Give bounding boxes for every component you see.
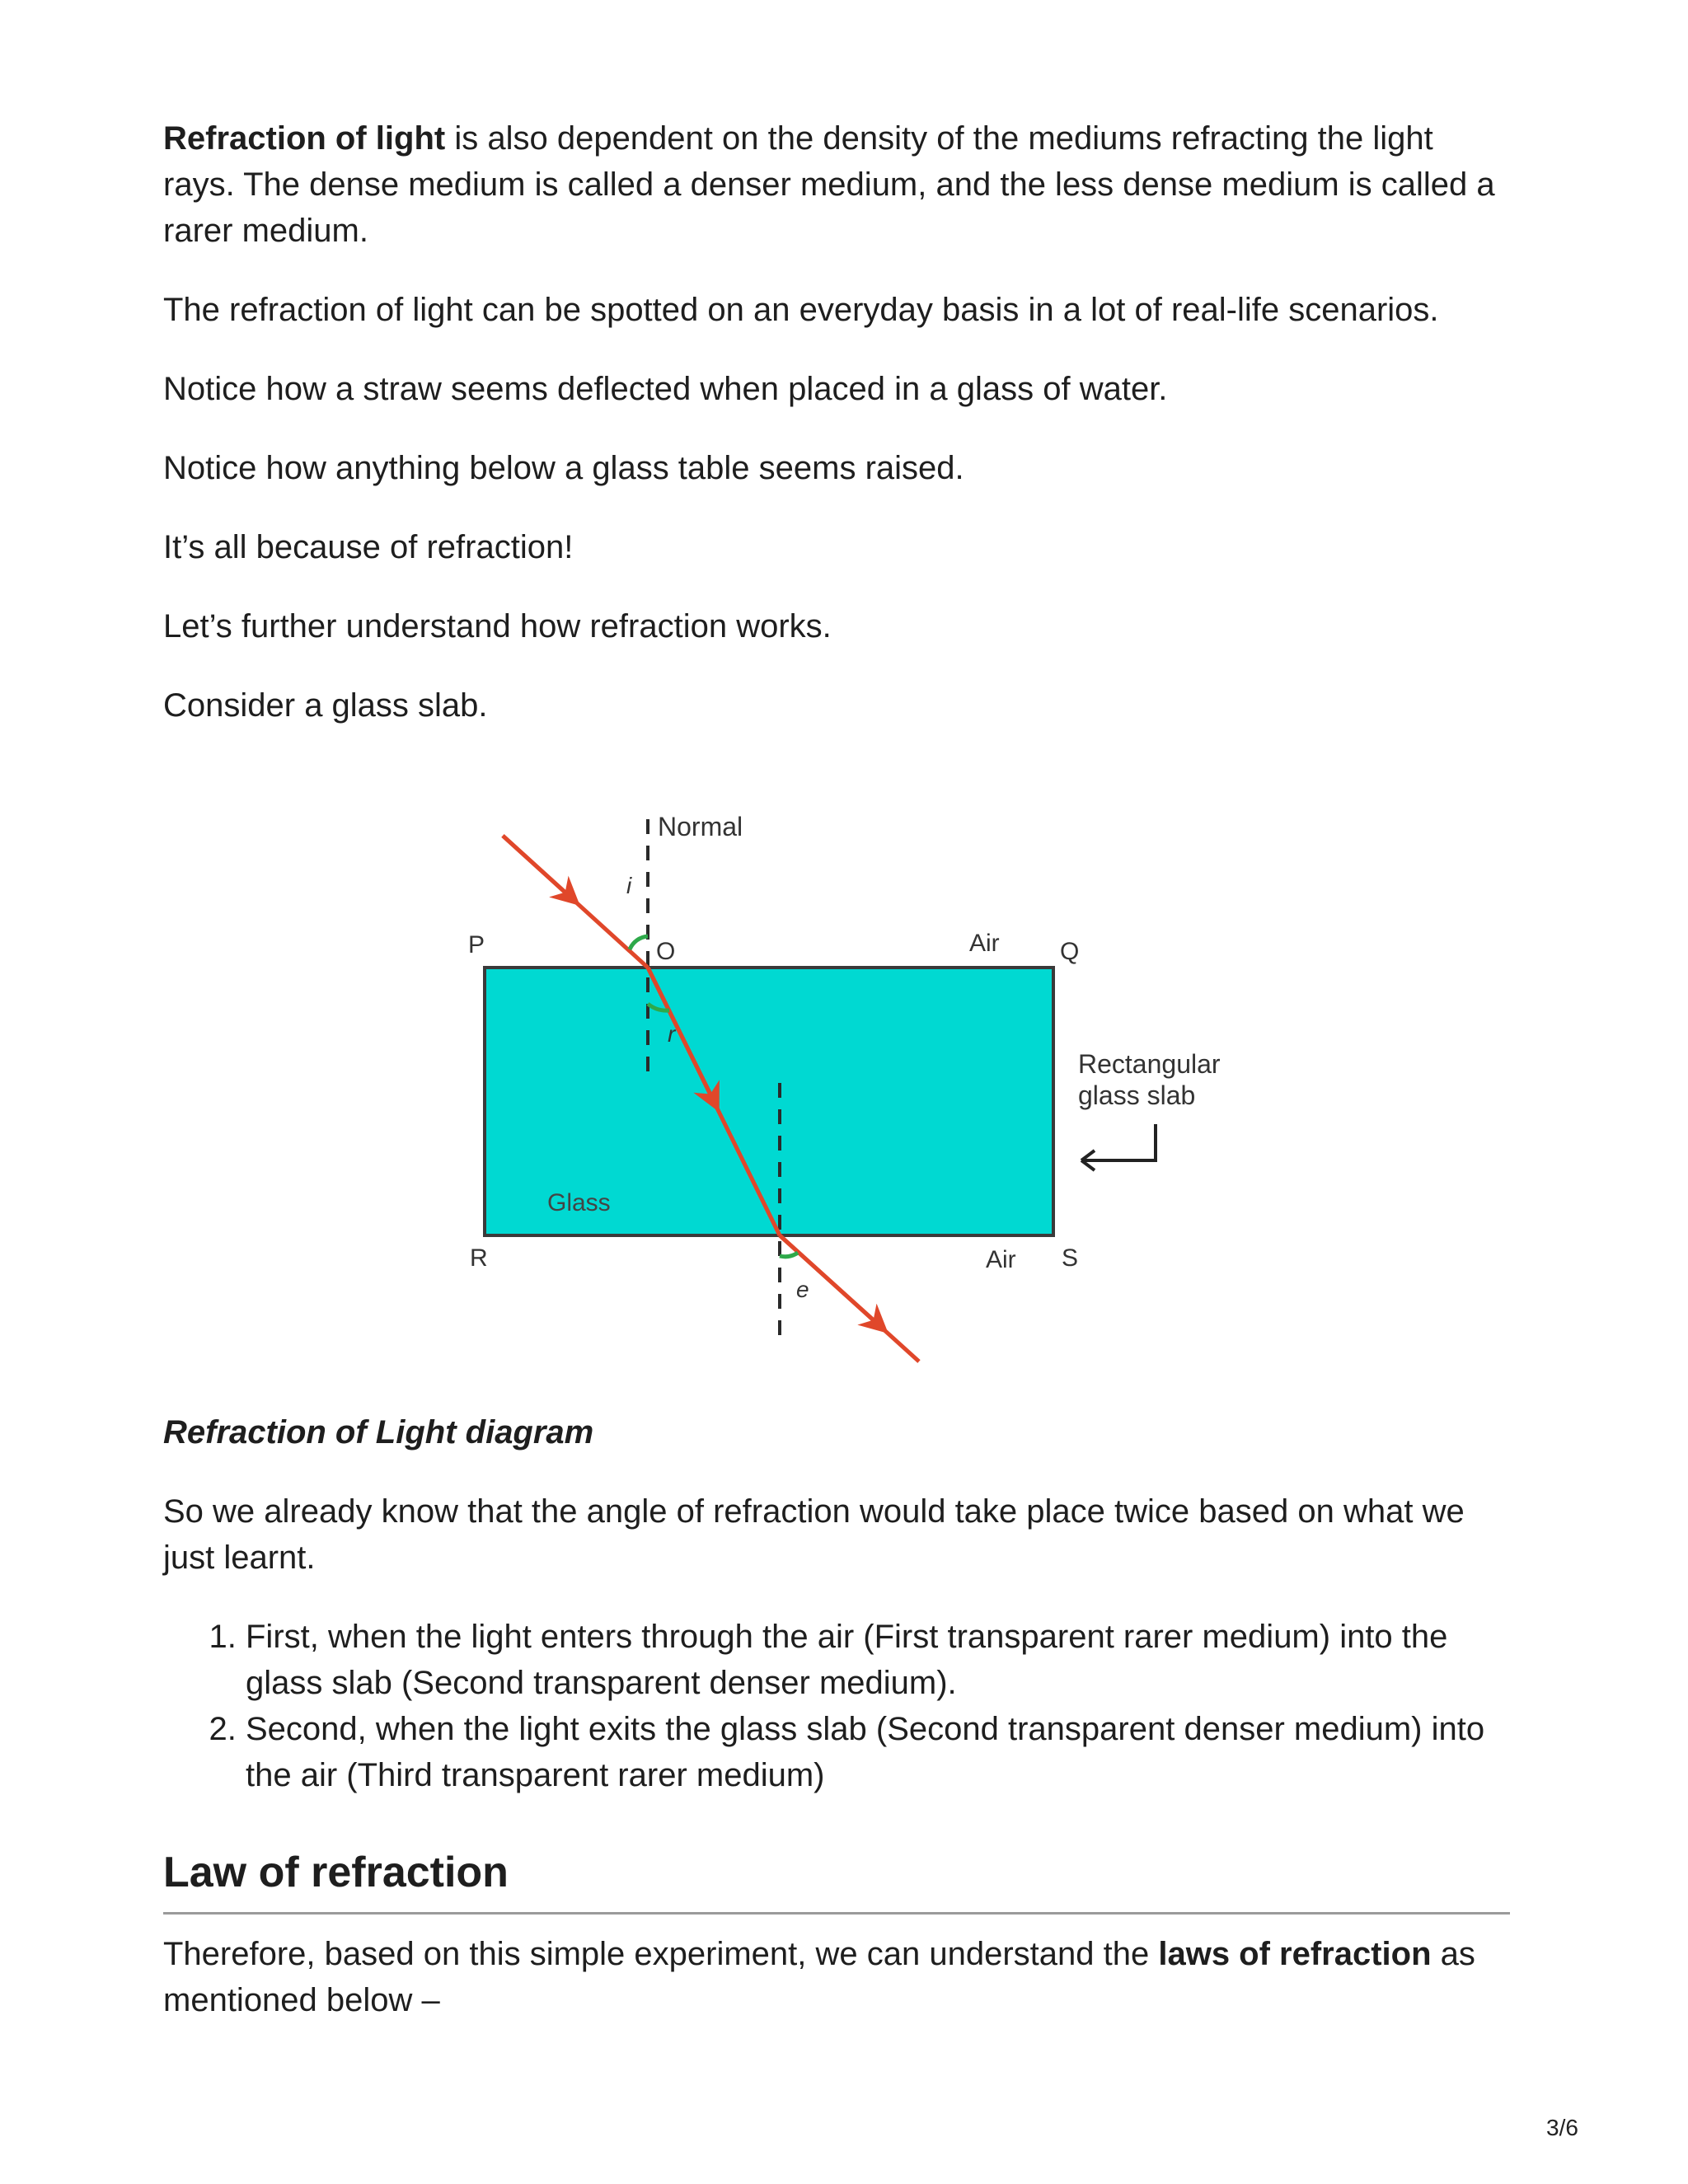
corner-q-label: Q	[1060, 938, 1080, 965]
paragraph-straw: Notice how a straw seems deflected when placed in a glass of water.	[163, 371, 1168, 407]
paragraph-laws	[163, 1931, 1510, 2023]
incident-ray-arrow	[503, 836, 574, 900]
normal-label: Normal	[658, 812, 743, 841]
corner-r-label: R	[470, 1244, 488, 1272]
refraction-term: Refraction of light	[163, 120, 446, 157]
laws-term: laws of refraction	[1158, 1936, 1432, 1972]
angle-i-arc	[630, 936, 648, 949]
diagram-caption: Refraction of Light diagram	[163, 1414, 594, 1451]
angle-i-label: i	[626, 873, 632, 898]
paragraph-consider: Consider a glass slab.	[163, 687, 488, 724]
air-bottom-label: Air	[986, 1246, 1016, 1273]
section-heading: Law of refraction	[163, 1846, 1510, 1915]
refraction-steps-list	[163, 1614, 1510, 1798]
angle-r-label: r	[668, 1021, 676, 1047]
slab-label-line2: glass slab	[1078, 1080, 1196, 1110]
corner-p-label: P	[468, 931, 485, 958]
list-item: 2. Second, when the light exits the glass slab (Second transparent denser medium) into the air (Third transparent rarer medium)	[246, 1706, 1510, 1798]
corner-s-label: S	[1062, 1244, 1079, 1272]
paragraph-twice: So we already know that the angle of refraction would take place twice based on what we just learnt.	[163, 1493, 1465, 1576]
paragraph-laws-pre: Therefore, based on this simple experiment, we can understand the	[163, 1936, 1159, 1972]
paragraph-laws-post: as mentioned below –	[163, 1936, 1475, 2018]
article-body	[163, 115, 1510, 2056]
slab-label-line1: Rectangular	[1078, 1049, 1221, 1079]
paragraph-density	[163, 115, 1510, 254]
air-top-label: Air	[969, 930, 1000, 957]
paragraph-further: Let’s further understand how refraction works.	[163, 608, 832, 644]
angle-e-label: e	[796, 1277, 809, 1302]
refraction-diagram-svg	[452, 794, 1226, 1388]
paragraph-because: It’s all because of refraction!	[163, 529, 574, 565]
angle-e-arc	[780, 1253, 798, 1257]
paragraph-everyday: The refraction of light can be spotted on an everyday basis in a lot of real-life scenarios.	[163, 292, 1439, 328]
glass-label: Glass	[547, 1189, 611, 1216]
emergent-ray-arrow	[780, 1235, 882, 1328]
refraction-diagram	[163, 794, 1510, 1388]
list-item: 1. First, when the light enters through the air (First transparent rarer medium) into the glass slab (Second transparent denser medium).	[246, 1614, 1510, 1706]
page-number: 3/6	[1546, 2115, 1578, 2140]
paragraph-density-text: is also dependent on the density of the mediums refracting the light rays. The dense medium is called a denser medium, and the less dense medium is called a rarer medium.	[163, 120, 1495, 249]
slab-pointer-arrow-icon	[1081, 1124, 1156, 1160]
point-o-label: O	[656, 938, 676, 965]
paragraph-glass-table: Notice how anything below a glass table seems raised.	[163, 450, 964, 486]
